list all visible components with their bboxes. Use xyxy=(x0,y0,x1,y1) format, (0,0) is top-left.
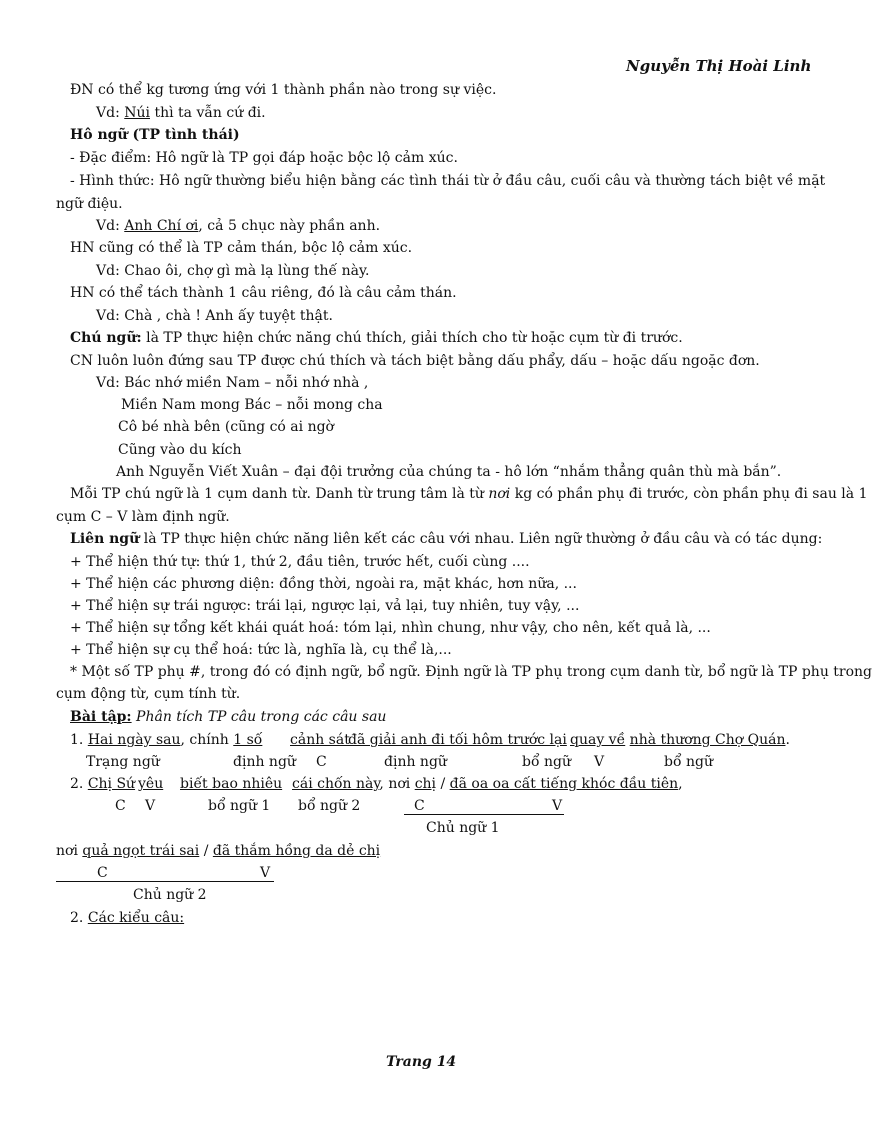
grammar-tag: V xyxy=(552,798,563,814)
example-prefix: Vd: xyxy=(96,218,125,234)
sentence-part xyxy=(292,777,683,791)
text-line xyxy=(70,532,822,546)
sentence-part xyxy=(570,733,790,747)
page-number: Trang 14 xyxy=(386,1054,457,1070)
grammar-tag: V xyxy=(260,865,271,881)
poem-line: Cô bé nhà bên (cũng có ai ngờ xyxy=(118,419,334,435)
text-line: HN cũng có thể là TP cảm thán, bộc lộ cảm xúc. xyxy=(70,240,413,256)
text-line: ĐN có thể kg tương ứng với 1 thành phần nào trong sự việc. xyxy=(70,82,497,98)
example-line xyxy=(96,219,380,233)
sentence-part: chị xyxy=(414,776,437,792)
sentence-part: quay về xyxy=(570,732,626,748)
text-line: * Một số TP phụ #, trong đó có định ngữ, bổ ngữ. Định ngữ là TP phụ trong cụm danh từ, bổ ngữ là TP phụ trong xyxy=(70,664,872,680)
sentence-part: 1 số xyxy=(233,732,263,748)
text-line: cụm động từ, cụm tính từ. xyxy=(56,686,241,702)
grammar-tag: định ngữ xyxy=(384,754,447,770)
text-line: - Hình thức: Hô ngữ thường biểu hiện bằng các tình thái từ ở đầu câu, cuối câu và thường tách biệt về mặt xyxy=(70,173,826,189)
grammar-tag: Trạng ngữ xyxy=(86,754,160,770)
bracket-line xyxy=(56,881,274,882)
author-name: Nguyễn Thị Hoài Linh xyxy=(626,57,812,75)
text-line: ngữ điệu. xyxy=(56,196,123,212)
grammar-tag: C xyxy=(97,865,108,881)
sentence-number: 1. xyxy=(70,732,88,748)
sentence-part: nơi xyxy=(56,843,83,859)
example-text: thì ta vẫn cứ đi. xyxy=(150,105,266,121)
sentence-part: nhà thương Chợ Quán xyxy=(629,732,786,748)
sentence-part: Chị Sứ xyxy=(87,776,136,792)
subject-label: Chủ ngữ 1 xyxy=(426,820,500,836)
subject-label: Chủ ngữ 2 xyxy=(133,887,207,903)
sentence-part: , xyxy=(678,776,683,792)
grammar-tag: định ngữ xyxy=(233,754,296,770)
list-item: + Thể hiện sự tổng kết khái quát hoá: tóm lại, nhìn chung, như vậy, cho nên, kết quả là, ... xyxy=(70,620,711,636)
text-span: là TP thực hiện chức năng chú thích, giải thích cho từ hoặc cụm từ đi trước. xyxy=(141,330,683,346)
sentence-part: , nơi xyxy=(379,776,415,792)
grammar-tag: V xyxy=(594,754,605,770)
sentence-part: cảnh sát xyxy=(290,732,350,748)
underlined-word: Núi xyxy=(124,105,150,121)
sentence-part: Hai ngày sau xyxy=(87,732,181,748)
section-number: 2. xyxy=(70,910,88,926)
grammar-tag: C xyxy=(414,798,425,814)
section-heading-cac-kieu-cau xyxy=(70,911,184,925)
exercise-title: Phân tích TP câu trong các câu sau xyxy=(136,709,387,725)
exercise-heading xyxy=(70,710,386,724)
poem-line: Cũng vào du kích xyxy=(118,442,242,458)
grammar-tag: C xyxy=(316,754,327,770)
grammar-tag: bổ ngữ 1 xyxy=(208,798,271,814)
list-item: + Thể hiện sự cụ thể hoá: tức là, nghĩa là, cụ thể là,... xyxy=(70,642,452,658)
example-line: Vd: Bác nhớ miền Nam – nỗi nhớ nhà , xyxy=(96,375,369,391)
sentence-part: cái chốn này xyxy=(292,776,380,792)
sentence-part: yêu xyxy=(138,776,164,792)
section-title: Các kiểu câu: xyxy=(87,910,185,926)
bracket-line xyxy=(404,814,564,815)
grammar-tag: bổ ngữ xyxy=(664,754,713,770)
sentence-part: đã thắm hồng da dẻ chị xyxy=(212,843,381,859)
grammar-tag: bổ ngữ xyxy=(522,754,571,770)
sentence-number: 2. xyxy=(70,776,88,792)
sentence-2 xyxy=(70,777,135,791)
example-line: Vd: Chao ôi, chợ gì mà lạ lùng thế này. xyxy=(96,263,370,279)
section-heading-ho-ngu: Hô ngữ (TP tình thái) xyxy=(70,127,240,143)
text-span: kg có phần phụ đi trước, còn phần phụ đi sau là 1 xyxy=(510,486,868,502)
grammar-tag: bổ ngữ 2 xyxy=(298,798,361,814)
sentence-part: đã giải anh đi tối hôm trước lại xyxy=(348,732,567,748)
example-line xyxy=(96,106,266,120)
text-span: Mỗi TP chú ngữ là 1 cụm danh từ. Danh từ trung tâm là từ xyxy=(70,486,489,502)
section-heading-lien-ngu: Liên ngữ xyxy=(70,531,140,547)
list-item: + Thể hiện các phương diện: đồng thời, ngoài ra, mặt khác, hơn nữa, ... xyxy=(70,576,577,592)
example-line: Anh Nguyễn Viết Xuân – đại đội trưởng của chúng ta - hô lớn “nhắm thẳng quân thù mà bắn”. xyxy=(116,464,782,480)
grammar-tag: V xyxy=(145,798,156,814)
text-line: - Đặc điểm: Hô ngữ là TP gọi đáp hoặc bộc lộ cảm xúc. xyxy=(70,150,458,166)
poem-line: Miền Nam mong Bác – nỗi mong cha xyxy=(121,397,383,413)
sentence-part: / xyxy=(199,843,213,859)
sentence-part: quả ngọt trái sai xyxy=(82,843,200,859)
sentence-2-continuation xyxy=(56,844,380,858)
text-line: HN có thể tách thành 1 câu riêng, đó là câu cảm thán. xyxy=(70,285,457,301)
sentence-part: , chính xyxy=(180,732,234,748)
sentence-part: đã oa oa cất tiếng khóc đầu tiên xyxy=(449,776,679,792)
text-line: cụm C – V làm định ngữ. xyxy=(56,509,230,525)
underlined-word: Anh Chí ơi xyxy=(124,218,199,234)
text-line xyxy=(70,487,868,501)
example-prefix: Vd: xyxy=(96,105,125,121)
sentence-part: biết bao nhiêu xyxy=(180,776,283,792)
grammar-tag: C xyxy=(115,798,126,814)
example-text: , cả 5 chục này phần anh. xyxy=(198,218,381,234)
example-line: Vd: Chà , chà ! Anh ấy tuyệt thật. xyxy=(96,308,333,324)
exercise-label: Bài tập: xyxy=(70,709,132,725)
sentence-part: / xyxy=(436,776,450,792)
text-line xyxy=(70,331,683,345)
sentence-1 xyxy=(70,733,262,747)
list-item: + Thể hiện sự trái ngược: trái lại, ngược lại, vả lại, tuy nhiên, tuy vậy, ... xyxy=(70,598,580,614)
text-line: CN luôn luôn đứng sau TP được chú thích và tách biệt bằng dấu phẩy, dấu – hoặc dấu ngoặc đơn. xyxy=(70,353,760,369)
sentence-part: . xyxy=(785,732,790,748)
text-span: là TP thực hiện chức năng liên kết các câu với nhau. Liên ngữ thường ở đầu câu và có tác dụng: xyxy=(139,531,823,547)
section-heading-chu-ngu: Chú ngữ: xyxy=(70,330,142,346)
italic-word: nơi xyxy=(488,486,511,502)
list-item: + Thể hiện thứ tự: thứ 1, thứ 2, đầu tiên, trước hết, cuối cùng .... xyxy=(70,554,530,570)
